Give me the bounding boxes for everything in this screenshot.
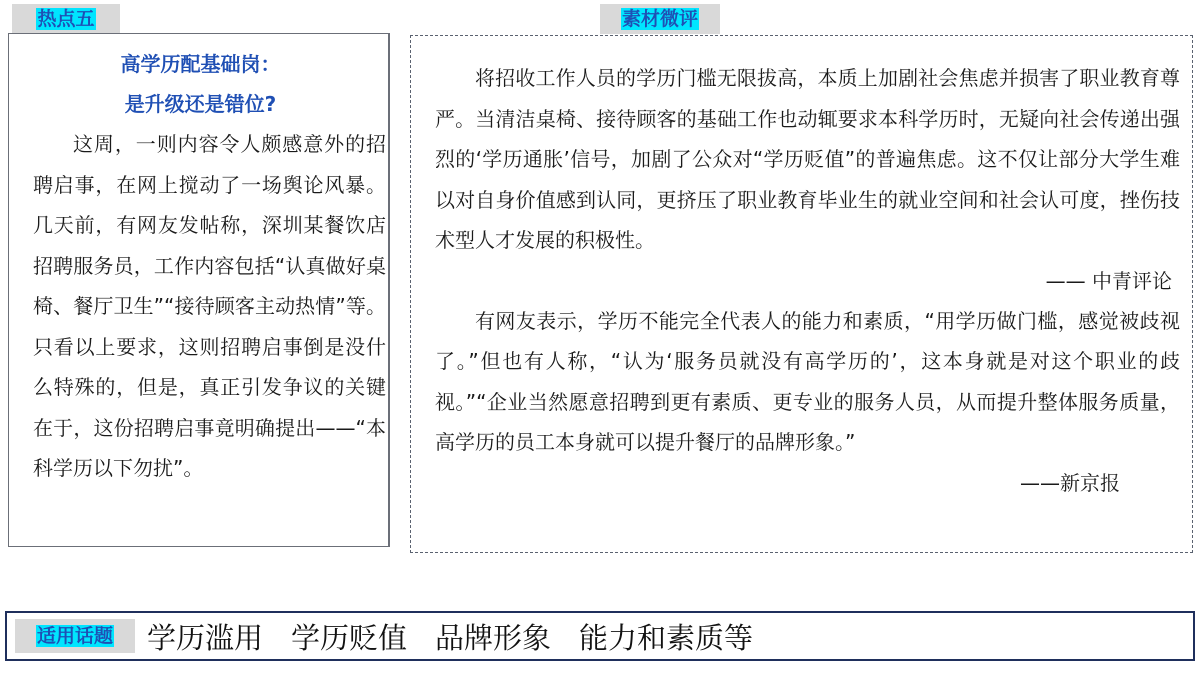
- news-title-line2: 是升级还是错位?: [124, 92, 277, 116]
- review-source-2: ——新京报: [1020, 470, 1120, 495]
- review-source-1: —— 中青评论: [1045, 268, 1172, 293]
- news-body: 这周，一则内容令人颇感意外的招聘启事，在网上搅动了一场舆论风暴。几天前，有网友发帖称，深圳某餐饮店招聘服务员，工作内容包括“认真做好桌椅、餐厅卫生”“接待顾客主动热情”等。只看以上要求，这则招聘启事倒是没什么特殊的，但是，真正引发争议的关键在于，这份招聘启事竟明确提出——“本科学历以下勿扰”。: [33, 132, 386, 480]
- topics-tag: [15, 619, 135, 653]
- news-title-line1: 高学历配基础岗：: [120, 52, 281, 76]
- topics-bar: [5, 611, 1195, 661]
- topics-tag-label: 适用话题: [36, 625, 113, 647]
- topic-item: 学历滥用: [147, 620, 264, 655]
- topic-item: 能力和素质等: [579, 620, 754, 655]
- review-paragraph-1: 将招收工作人员的学历门槛无限拔高，本质上加剧社会焦虑并损害了职业教育尊严。当清洁桌椅、接待顾客的基础工作也动辄要求本科学历时，无疑向社会传递出强烈的‘学历通胀’信号，加剧了公众对“学历贬值”的普遍焦虑。这不仅让部分大学生难以对自身价值感到认同，更挤压了职业教育毕业生的就业空间和社会认可度，挫伤技术型人才发展的积极性。: [435, 66, 1180, 252]
- topic-item: 品牌形象: [435, 620, 552, 655]
- hotspot-tag-label: 热点五: [37, 8, 95, 30]
- review-tag: [600, 4, 720, 34]
- topic-item: 学历贬值: [291, 620, 408, 655]
- review-tag-label: 素材微评: [621, 8, 698, 30]
- hotspot-tag: [12, 4, 120, 34]
- news-box: [8, 33, 390, 547]
- review-box: [410, 35, 1193, 553]
- review-paragraph-2: 有网友表示，学历不能完全代表人的能力和素质，“用学历做门槛，感觉被歧视了。”但也有人称，“认为‘服务员就没有高学历的’，这本身就是对这个职业的歧视。”“企业当然愿意招聘到更有素质、更专业的服务人员，从而提升整体服务质量，高学历的员工本身就可以提升餐厅的品牌形象。”: [435, 308, 1180, 454]
